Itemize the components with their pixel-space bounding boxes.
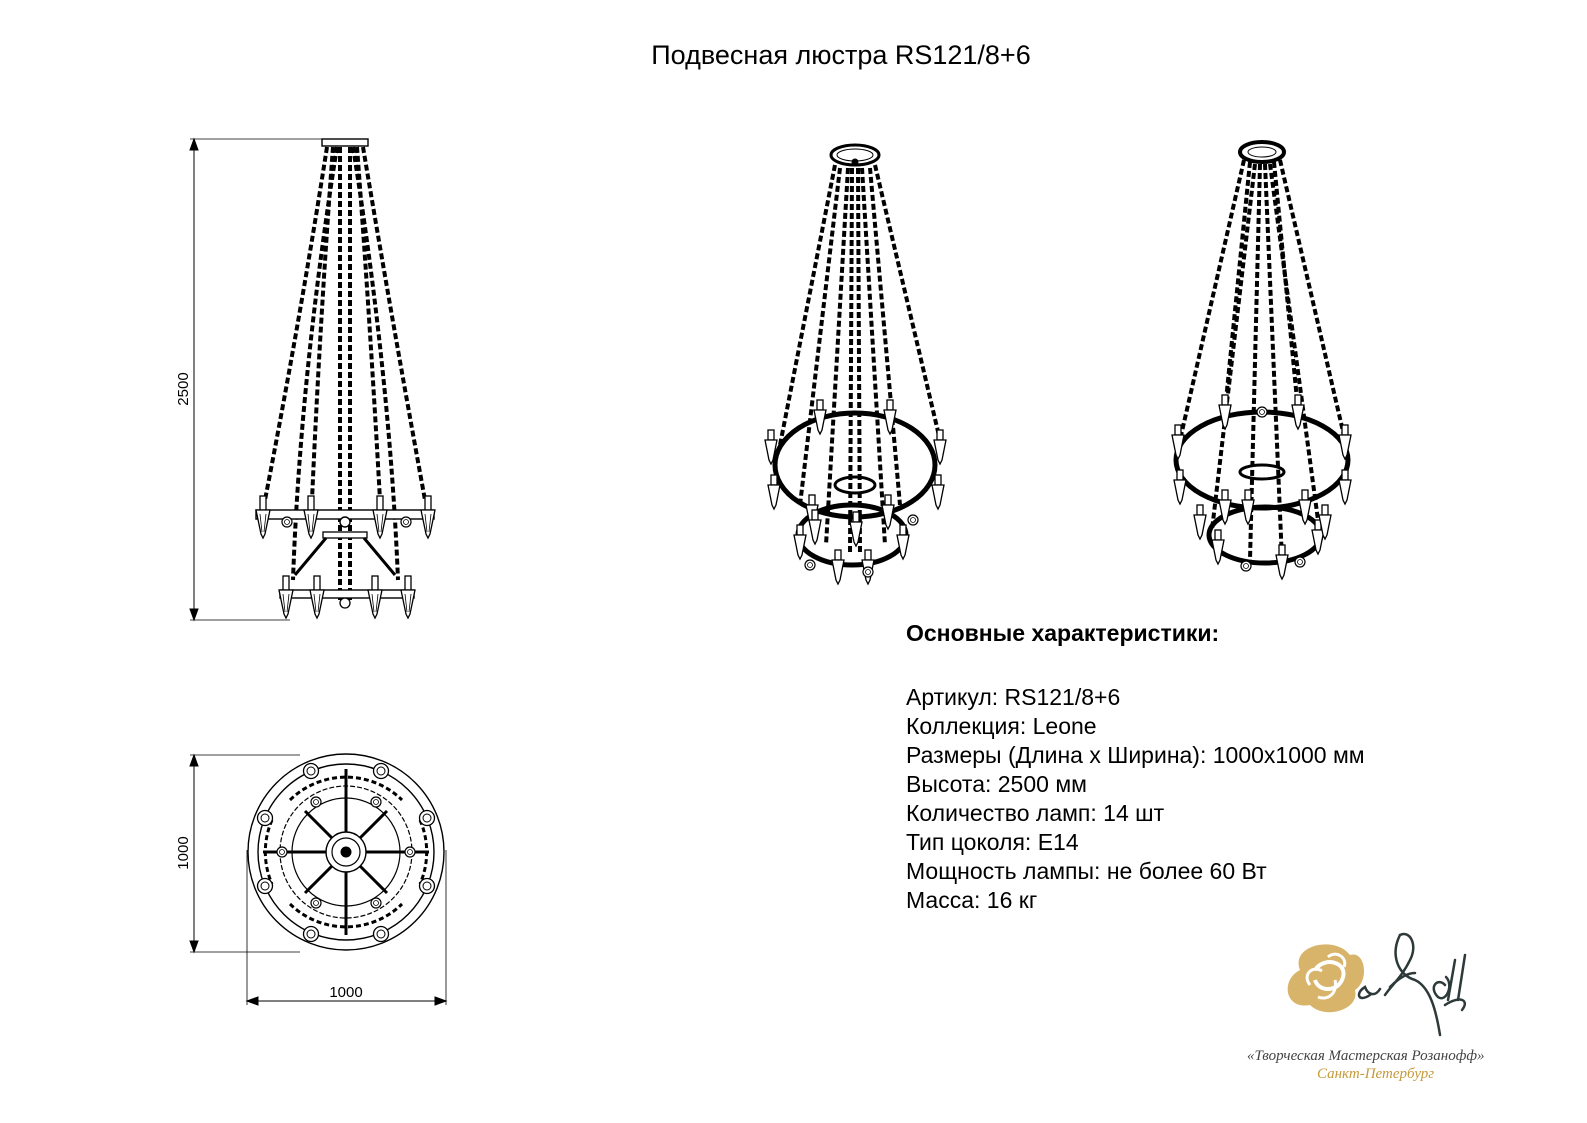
front-elevation	[190, 139, 435, 620]
perspective-view-left	[765, 145, 946, 584]
brand-city: Санкт-Петербург	[1317, 1066, 1435, 1082]
page-title: Подвесная люстра RS121/8+6	[651, 40, 1031, 70]
brand-name: «Творческая Мастерская Розанофф»	[1247, 1048, 1485, 1064]
spec-size: Размеры (Длина х Ширина): 1000х1000 мм	[906, 742, 1365, 768]
spec-power: Мощность лампы: не более 60 Вт	[906, 858, 1267, 884]
specs-heading: Основные характеристики:	[906, 620, 1220, 646]
spec-article: Артикул: RS121/8+6	[906, 684, 1121, 710]
perspective-view-right	[1172, 142, 1351, 579]
spec-collection: Коллекция: Leone	[906, 713, 1097, 739]
signature-mark	[1359, 934, 1465, 1035]
rose-icon	[1288, 944, 1364, 1012]
spec-lamp-count: Количество ламп: 14 шт	[906, 800, 1165, 826]
spec-height: Высота: 2500 мм	[906, 771, 1087, 797]
height-dimension-label: 2500	[175, 372, 192, 406]
spec-mass: Масса: 16 кг	[906, 887, 1038, 913]
spec-socket: Тип цоколя: E14	[906, 829, 1079, 855]
plan-view	[190, 754, 446, 1005]
plan-depth-label: 1000	[175, 836, 192, 870]
specifications	[906, 620, 1365, 915]
plan-width-label: 1000	[329, 984, 363, 1001]
